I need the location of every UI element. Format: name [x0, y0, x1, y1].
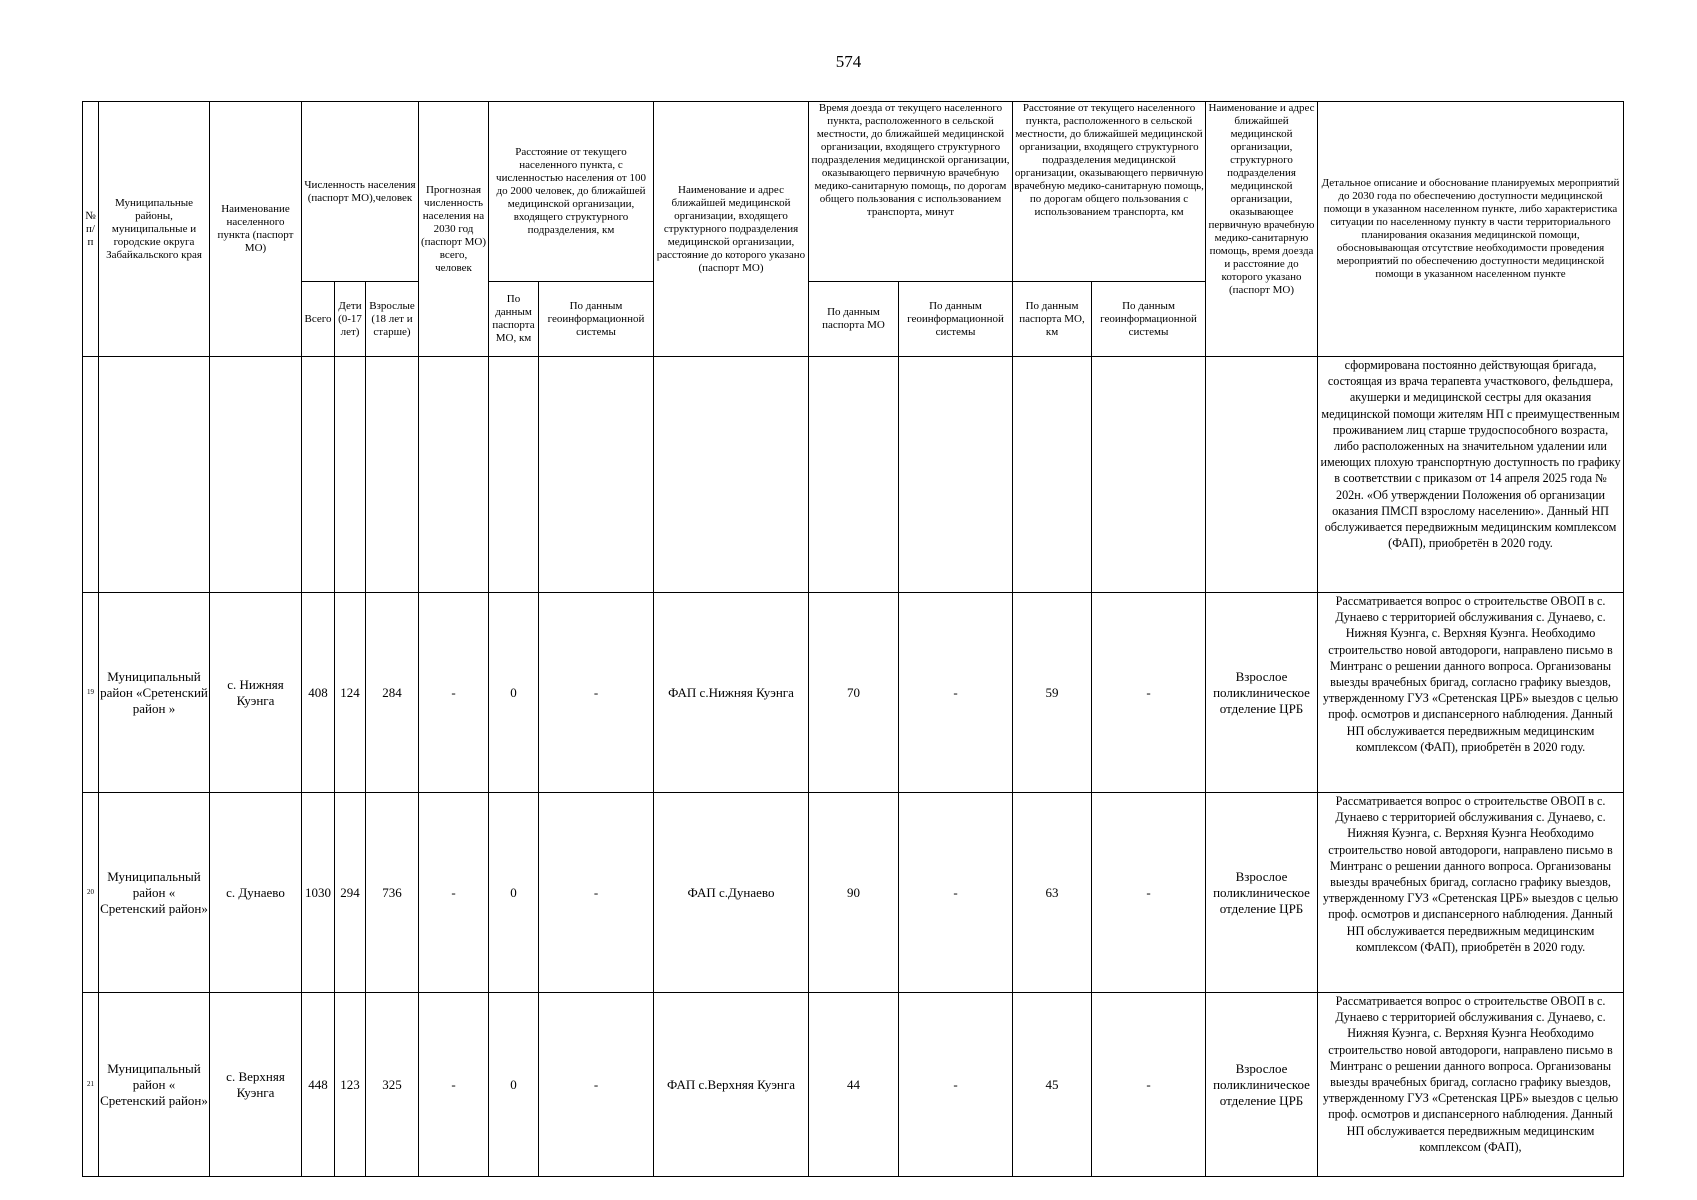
pop-total-cell: 448	[302, 993, 335, 1177]
header-pop-total: Всего	[302, 282, 335, 357]
header-km-geo: По данным геоинформационной системы	[1092, 282, 1206, 357]
pop-adults-cell: 736	[366, 793, 419, 993]
km-passport-cell: 63	[1013, 793, 1092, 993]
settlement-cell: с. Дунаево	[210, 793, 302, 993]
header-pop-children: Дети (0-17 лет)	[335, 282, 366, 357]
pop-children-cell: 294	[335, 793, 366, 993]
header-dist-geo: По данным геоинформационной системы	[539, 282, 654, 357]
time-passport-cell: 70	[809, 593, 899, 793]
time-geo-cell: -	[899, 793, 1013, 993]
row-number: 20	[83, 793, 99, 993]
data-table	[82, 101, 1624, 1177]
primary-org-cell: Взрослое поликлиническое отделение ЦРБ	[1206, 793, 1318, 993]
header-num: № п/п	[83, 102, 99, 357]
nearest-org-cell: ФАП с.Дунаево	[654, 793, 809, 993]
district-cell: Муниципальный район «Сретенский район »	[99, 593, 210, 793]
header-nearest-org: Наименование и адрес ближайшей медицинской организации, входящего структурного подразделения медицинской организации, расстояние до которого указано (паспорт МО)	[654, 102, 809, 357]
header-pop-adults: Взрослые (18 лет и старше)	[366, 282, 419, 357]
header-time-passport: По данным паспорта МО	[809, 282, 899, 357]
km-geo-cell: -	[1092, 593, 1206, 793]
pop-adults-cell: 284	[366, 593, 419, 793]
table-row	[83, 593, 1624, 793]
header-forecast: Прогнозная численность населения на 2030 год (паспорт МО) всего, человек	[419, 102, 489, 357]
dist-geo-cell: -	[539, 793, 654, 993]
table-row	[83, 993, 1624, 1177]
description-cell: Рассматривается вопрос о строительстве ОВОП в с. Дунаево с территорией обслуживания с. Дунаево, с. Нижняя Куэнга, с. Верхняя Куэнга. Необходимо строительство новой автодороги, направлено письмо в Минтранс о решении данного вопроса. Организованы выезды врачебных бригад, согласно графику выездов, утвержденному ГУЗ «Сретенская ЦРБ» выездов с целью проф. осмотров и диспансерного наблюдения. Данный НП обслуживается передвижным медицинским комплексом (ФАП), приобретён в 2020 году.	[1318, 593, 1624, 793]
km-geo-cell: -	[1092, 793, 1206, 993]
header-row-1	[83, 102, 1624, 282]
header-distance-rural: Расстояние от текущего населенного пункта, расположенного в сельской местности, до ближайшей медицинской организации, входящего структурного подразделения медицинской организации, оказывающего первичную врачебную медико-санитарную помощь, по дорогам общего пользования с использованием транспорта, км	[1013, 102, 1206, 282]
table-row	[83, 793, 1624, 993]
district-cell: Муниципальный район « Сретенский район»	[99, 793, 210, 993]
pop-children-cell: 123	[335, 993, 366, 1177]
dist-passport-cell: 0	[489, 793, 539, 993]
row-number: 19	[83, 593, 99, 793]
forecast-cell: -	[419, 793, 489, 993]
pop-total-cell: 1030	[302, 793, 335, 993]
header-time-geo: По данным геоинформационной системы	[899, 282, 1013, 357]
nearest-org-cell: ФАП с.Нижняя Куэнга	[654, 593, 809, 793]
pop-children-cell: 124	[335, 593, 366, 793]
dist-geo-cell: -	[539, 593, 654, 793]
primary-org-cell: Взрослое поликлиническое отделение ЦРБ	[1206, 593, 1318, 793]
dist-geo-cell: -	[539, 993, 654, 1177]
header-districts: Муниципальные районы, муниципальные и городские округа Забайкальского края	[99, 102, 210, 357]
pop-total-cell: 408	[302, 593, 335, 793]
settlement-cell: с. Нижняя Куэнга	[210, 593, 302, 793]
time-passport-cell: 90	[809, 793, 899, 993]
forecast-cell: -	[419, 593, 489, 793]
pop-adults-cell: 325	[366, 993, 419, 1177]
page-number: 574	[835, 52, 862, 71]
km-passport-cell: 45	[1013, 993, 1092, 1177]
continuation-row	[83, 357, 1624, 593]
time-geo-cell: -	[899, 593, 1013, 793]
primary-org-cell: Взрослое поликлиническое отделение ЦРБ	[1206, 993, 1318, 1177]
time-geo-cell: -	[899, 993, 1013, 1177]
dist-passport-cell: 0	[489, 993, 539, 1177]
forecast-cell: -	[419, 993, 489, 1177]
header-km-passport: По данным паспорта МО, км	[1013, 282, 1092, 357]
header-description: Детальное описание и обоснование планируемых мероприятий до 2030 года по обеспечению доступности медицинской помощи в указанном населенном пункте, либо характеристика ситуации по населенному пункту в части территориального планирования оказания медицинской помощи, обосновывающая отсутствие необходимости проведения мероприятий по обеспечению доступности медицинской помощи в указанном населенном пункте	[1318, 102, 1624, 357]
row-number: 21	[83, 993, 99, 1177]
header-dist-passport: По данным паспорта МО, км	[489, 282, 539, 357]
settlement-cell: с. Верхняя Куэнга	[210, 993, 302, 1177]
km-geo-cell: -	[1092, 993, 1206, 1177]
header-settlement: Наименование населенного пункта (паспорт МО)	[210, 102, 302, 357]
header-population: Численность населения (паспорт МО),человек	[302, 102, 419, 282]
header-primary-org: Наименование и адрес ближайшей медицинской организации, структурного подразделения медицинской организации, оказывающее первичную врачебную медико-санитарную помощь, время доезда и расстояние до которого указано (паспорт МО)	[1206, 102, 1318, 357]
nearest-org-cell: ФАП с.Верхняя Куэнга	[654, 993, 809, 1177]
time-passport-cell: 44	[809, 993, 899, 1177]
description-cell: Рассматривается вопрос о строительстве ОВОП в с. Дунаево с территорией обслуживания с. Дунаево, с. Нижняя Куэнга, с. Верхняя Куэнга Необходимо строительство новой автодороги, направлено письмо в Минтранс о решении данного вопроса. Организованы выезды врачебных бригад, согласно графику выездов, утвержденному ГУЗ «Сретенская ЦРБ» выездов с целью проф. осмотров и диспансерного наблюдения. Данный НП обслуживается передвижным медицинским комплексом (ФАП), приобретён в 2020 году.	[1318, 793, 1624, 993]
district-cell: Муниципальный район « Сретенский район»	[99, 993, 210, 1177]
description-cell: Рассматривается вопрос о строительстве ОВОП в с. Дунаево с территорией обслуживания с. Дунаево, с. Нижняя Куэнга, с. Верхняя Куэнга Необходимо строительство новой автодороги, направлено письмо в Минтранс о решении данного вопроса. Организованы выезды врачебных бригад, согласно графику выездов, утвержденному ГУЗ «Сретенская ЦРБ» выездов с целью проф. осмотров и диспансерного наблюдения. Данный НП обслуживается передвижным медицинским комплексом (ФАП),	[1318, 993, 1624, 1177]
continuation-description: сформирована постоянно действующая бригада, состоящая из врача терапевта участкового, фельдшера, акушерки и медицинской сестры для оказания медицинской помощи жителям НП с преимущественным проживанием лиц старше трудоспособного возраста, либо расположенных на значительном удалении или имеющих плохую транспортную доступность по графику в соответствии с приказом от 14 апреля 2025 года № 202н. «Об утверждении Положения об организации оказания ПМСП взрослому населению». Данный НП обслуживается передвижным медицинским комплексом (ФАП), приобретён в 2020 году.	[1318, 357, 1624, 593]
km-passport-cell: 59	[1013, 593, 1092, 793]
dist-passport-cell: 0	[489, 593, 539, 793]
header-distance-large: Расстояние от текущего населенного пункта, с численностью населения от 100 до 2000 человек, до ближайшей медицинской организации, входящего структурного подразделения, км	[489, 102, 654, 282]
header-travel-time: Время доезда от текущего населенного пункта, расположенного в сельской местности, до ближайшей медицинской организации, входящего структурного подразделения медицинской организации, оказывающего первичную врачебную медико-санитарную помощь, по дорогам общего пользования с использованием транспорта, минут	[809, 102, 1013, 282]
